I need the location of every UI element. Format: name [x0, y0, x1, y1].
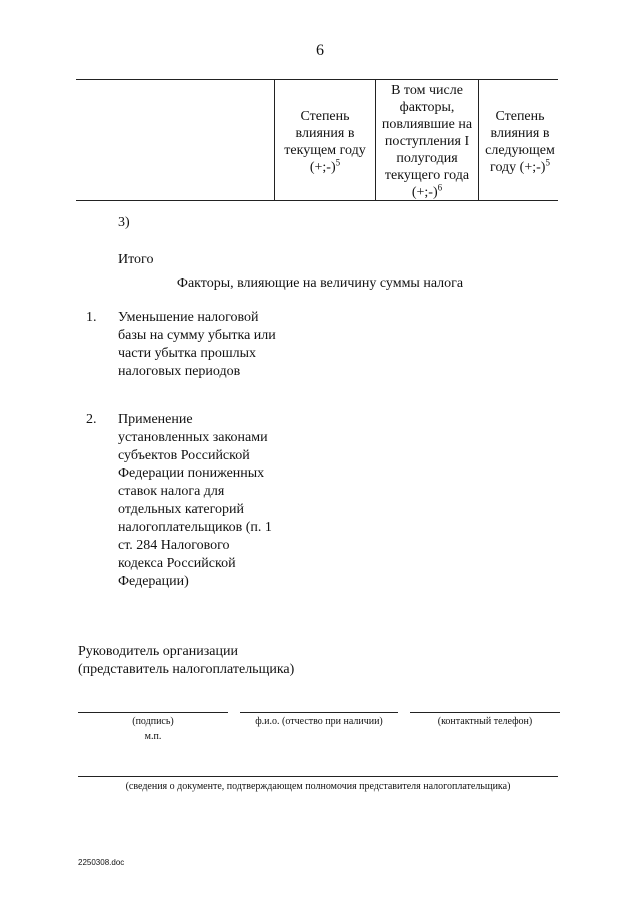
- list-item: [86, 411, 306, 591]
- header-first-half: В том числе факторы, повлиявшие на поступления I полугодия текущего года (+;-)$^6$: [381, 83, 473, 200]
- table-divider-2: [375, 79, 376, 201]
- stamp-caption: м.п.: [144, 731, 162, 742]
- section-title: Факторы, влияющие на величину суммы налога: [176, 276, 464, 291]
- list-item-text: Уменьшение налоговой базы на сумму убытка или части убытка прошлых налоговых периодов: [118, 310, 276, 379]
- table-divider-1: [274, 79, 275, 201]
- phone-caption: (контактный телефон): [437, 716, 533, 727]
- list-item: [86, 309, 306, 381]
- header-next-year: Степень влияния в следующем году (+;-)$^5$: [485, 109, 555, 175]
- table-divider-3: [478, 79, 479, 201]
- footer-filename: 2250308.doc: [78, 858, 125, 867]
- authority-caption: (сведения о документе, подтверждающем полномочия представителя налогоплательщика): [125, 781, 511, 792]
- list-item-number: 1.: [86, 310, 97, 325]
- phone-line: [410, 712, 560, 713]
- table-bottom-border: [76, 200, 558, 201]
- signatory-title: [78, 643, 294, 679]
- list-item-text: Применение установленных законами субъектов Российской Федерации пониженных ставок налога для отдельных категорий налогоплательщиков (п. 1 ст. 284 Налогового кодекса Российской Федерации): [118, 412, 272, 589]
- list-item-number: 2.: [86, 412, 97, 427]
- signature-line: [78, 712, 228, 713]
- signatory-line-1: Руководитель организации: [78, 644, 238, 659]
- signature-caption: (подпись): [132, 716, 174, 727]
- authority-line: [78, 776, 558, 777]
- table-top-border: [76, 79, 558, 80]
- total-label: Итого: [118, 252, 154, 267]
- name-line: [240, 712, 398, 713]
- row-3-label: 3): [118, 215, 130, 230]
- header-current-year: Степень влияния в текущем году (+;-)$^5$: [284, 109, 366, 175]
- page-number: 6: [316, 42, 324, 59]
- signatory-line-2: (представитель налогоплательщика): [78, 662, 295, 677]
- name-caption: ф.и.о. (отчество при наличии): [255, 716, 383, 727]
